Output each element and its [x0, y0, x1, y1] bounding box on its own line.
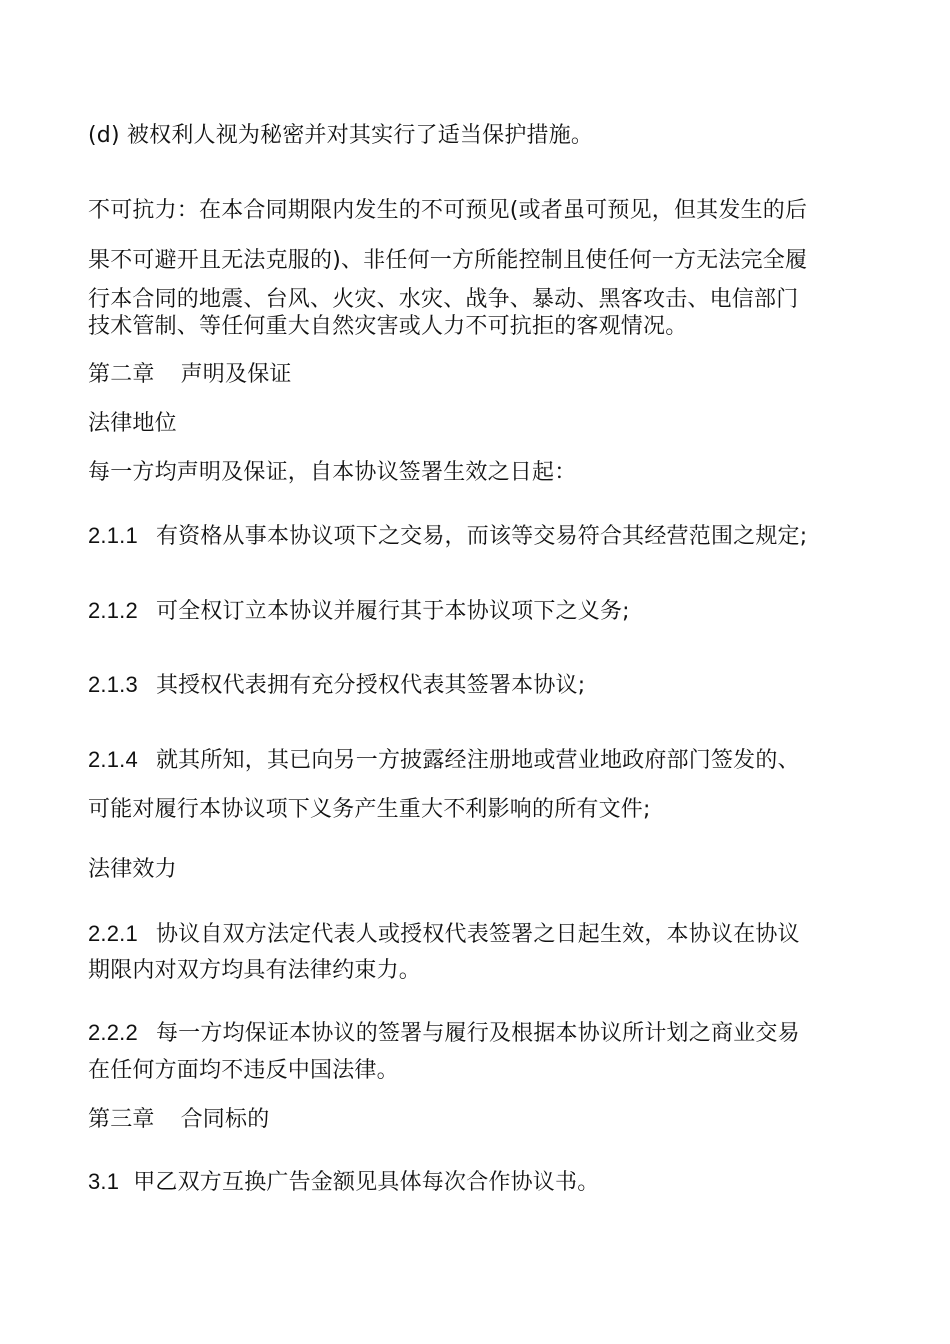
clause-2-1-4: [88, 746, 800, 775]
clause-number: 2.1.1: [88, 523, 138, 548]
chapter-2-label: 第二章: [88, 362, 155, 387]
clause-number: 2.2.1: [88, 921, 138, 946]
clause-text: 就其所知，其已向另一方披露经注册地或营业地政府部门签发的、: [155, 748, 800, 773]
clause-2-1-3: [88, 671, 585, 700]
clause-number: 2.1.3: [88, 672, 138, 697]
clause-number: 2.1.2: [88, 598, 138, 623]
clause-text: 每一方均保证本协议的签署与履行及根据本协议所计划之商业交易: [155, 1021, 800, 1046]
clause-text: 协议自双方法定代表人或授权代表签署之日起生效，本协议在协议: [155, 922, 800, 947]
clause-text: 甲乙双方互换广告金额见具体每次合作协议书。: [133, 1170, 600, 1195]
clause-2-2-2-continued: 在任何方面均不违反中国法律。: [88, 1058, 399, 1083]
clause-2-1-4-continued: 可能对履行本协议项下义务产生重大不利影响的所有文件;: [88, 797, 651, 822]
clause-number: 2.2.2: [88, 1020, 138, 1045]
legal-effect-heading: 法律效力: [88, 857, 177, 882]
warranty-intro: 每一方均声明及保证，自本协议签署生效之日起：: [88, 460, 577, 485]
chapter-3-label: 第三章: [88, 1107, 155, 1132]
chapter-2-heading: [88, 361, 292, 389]
force-majeure-line-4: 技术管制、等任何重大自然灾害或人力不可抗拒的客观情况。: [88, 314, 688, 339]
clause-2-2-1: [88, 920, 800, 949]
paragraph-d: (d) 被权利人视为秘密并对其实行了适当保护措施。: [88, 123, 594, 148]
clause-3-1: [88, 1168, 599, 1197]
clause-text: 有资格从事本协议项下之交易，而该等交易符合其经营范围之规定;: [155, 524, 808, 549]
legal-status-heading: 法律地位: [88, 411, 177, 436]
clause-text: 其授权代表拥有充分授权代表其签署本协议;: [155, 673, 586, 698]
force-majeure-line-1: 不可抗力：在本合同期限内发生的不可预见(或者虽可预见，但其发生的后: [88, 198, 808, 223]
clause-text: 可全权订立本协议并履行其于本协议项下之义务;: [155, 599, 630, 624]
clause-2-2-2: [88, 1019, 800, 1048]
force-majeure-line-2: 果不可避开且无法克服的)、非任何一方所能控制且使任何一方无法完全履: [88, 248, 808, 273]
clause-number: 3.1: [88, 1169, 120, 1194]
chapter-3-heading: [88, 1106, 269, 1134]
clause-number: 2.1.4: [88, 747, 138, 772]
clause-2-2-1-continued: 期限内对双方均具有法律约束力。: [88, 958, 422, 983]
clause-2-1-2: [88, 597, 630, 626]
chapter-2-title: 声明及保证: [180, 362, 292, 387]
chapter-3-title: 合同标的: [180, 1107, 270, 1132]
force-majeure-line-3: 行本合同的地震、台风、火灾、水灾、战争、暴动、黑客攻击、电信部门: [88, 287, 799, 312]
clause-2-1-1: [88, 522, 807, 551]
